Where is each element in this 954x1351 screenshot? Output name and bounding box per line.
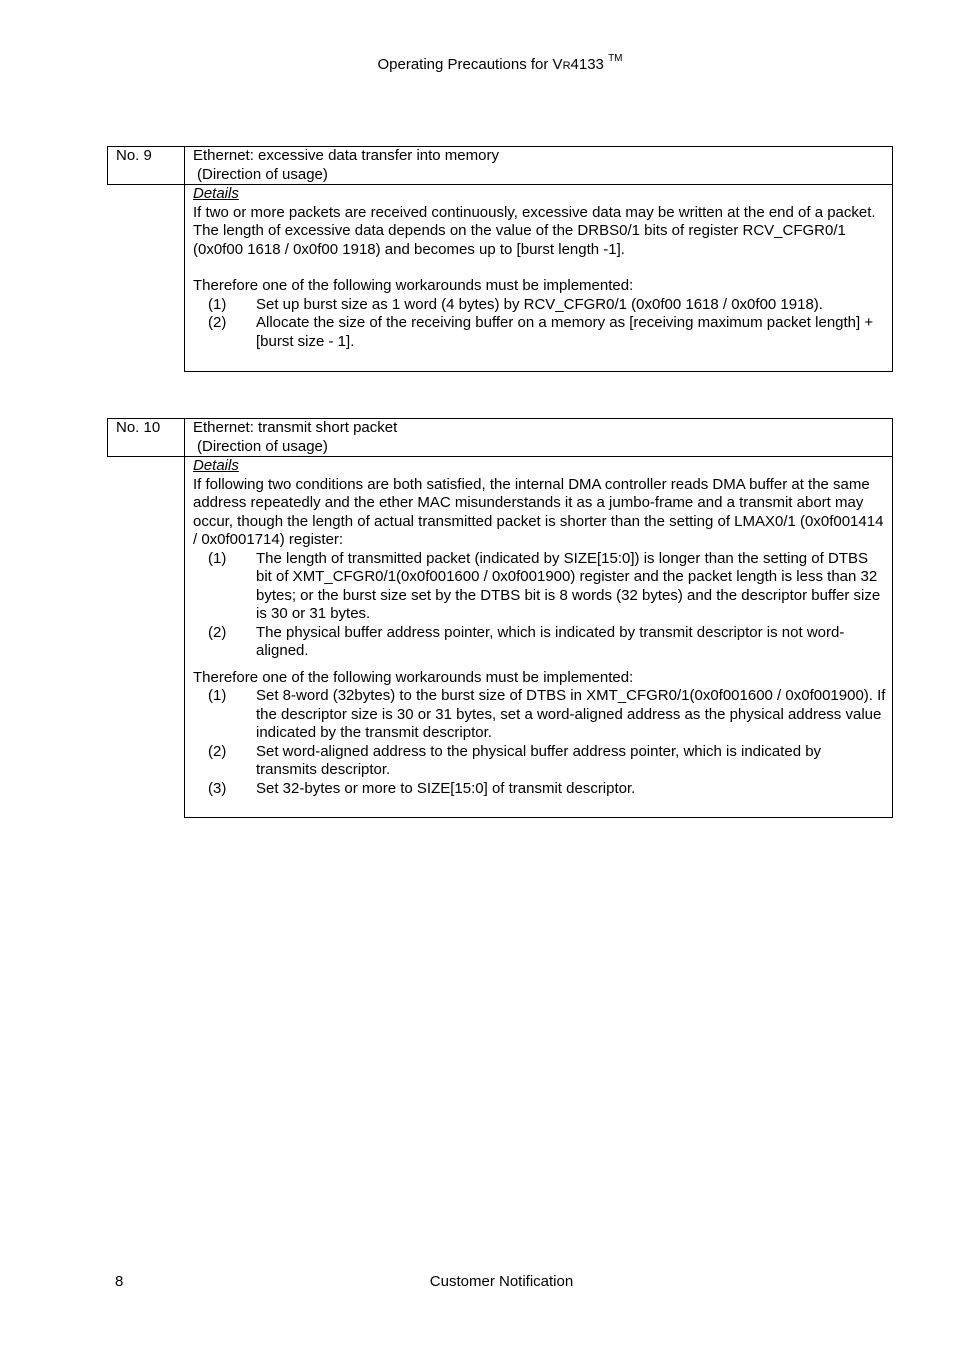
issue-title-cell [185,419,892,456]
issue-subtitle: (Direction of usage) [197,437,328,455]
workaround-item [193,780,886,799]
header-prefix: Operating Precautions for V [377,56,563,73]
header-r: R [562,60,571,72]
item-number: (2) [208,742,227,760]
condition-list [193,550,886,661]
workaround-item [193,296,886,315]
page-header [0,55,954,73]
issue-header [107,418,893,457]
item-number: (2) [208,623,227,641]
issue-body [184,185,893,372]
workaround-list [193,296,886,352]
item-text: The physical buffer address pointer, which is indicated by transmit descriptor is not word-aligned. [256,623,845,659]
issue-subtitle: (Direction of usage) [197,165,328,183]
issue-title: Ethernet: transmit short packet [193,419,398,436]
item-number: (1) [208,687,227,704]
workaround-intro: Therefore one of the following workarounds must be implemented: [193,277,634,294]
details-text: If two or more packets are received continuously, excessive data may be written at the end of a packet. The length of excessive data depends on the value of the DRBS0/1 bits of register RCV_CFGR0/1 (0x0f00 1618 / 0x0f00 1918) and becomes up to [burst length -1]. [193,203,876,258]
workaround-item [193,687,886,743]
issue-header [107,146,893,185]
details-label: Details [193,185,239,202]
details-label: Details [193,457,239,474]
workaround-item [193,314,886,351]
page-number: 8 [115,1273,124,1290]
issue-body [184,457,893,818]
item-number: (3) [208,779,227,797]
workaround-item [193,743,886,780]
item-text: Allocate the size of the receiving buffer on a memory as [receiving maximum packet length] + [burst size - 1]. [256,314,874,350]
item-number: (2) [208,314,227,331]
condition-item [193,624,886,661]
header-model: 4133 [570,56,604,73]
trademark-mark: TM [608,53,623,64]
issue-number: No. 9 [108,147,185,184]
item-number: (1) [208,295,227,313]
issue-title-cell [185,147,892,184]
item-text: Set up burst size as 1 word (4 bytes) by RCV_CFGR0/1 (0x0f00 1618 / 0x0f00 1918). [256,295,823,313]
issue-title: Ethernet: excessive data transfer into memory [193,147,499,164]
item-text: Set 8-word (32bytes) to the burst size of DTBS in XMT_CFGR0/1(0x0f001600 / 0x0f001900). If the descriptor size is 30 or 31 bytes, set a word-aligned address as the physical address value indicated by the transmit descriptor. [256,687,886,741]
issue-number: No. 10 [108,419,185,456]
item-text: Set 32-bytes or more to SIZE[15:0] of transmit descriptor. [256,779,636,797]
item-text: The length of transmitted packet (indicated by SIZE[15:0]) is longer than the setting of DTBS bit of XMT_CFGR0/1(0x0f001600 / 0x0f001900) register and the packet length is less than 32 bytes; or the burst size set by the DTBS bit is 8 words (32 bytes) and the descriptor buffer size is 30 or 31 bytes. [256,549,881,622]
item-text: Set word-aligned address to the physical buffer address pointer, which is indicated by transmits descriptor. [256,742,822,778]
item-number: (1) [208,549,227,567]
footer-title: Customer Notification [429,1273,574,1290]
condition-item [193,550,886,624]
issue-no-10 [107,418,893,818]
workaround-intro: Therefore one of the following workarounds must be implemented: [193,668,634,686]
issue-no-9 [107,146,893,372]
details-text: If following two conditions are both satisfied, the internal DMA controller reads DMA buffer at the same address repeatedly and the ether MAC misunderstands it as a jumbo-frame and a transmit abort may occur, though the length of actual transmitted packet is shorter than the setting of LMAX0/1 (0x0f001414 / 0x0f001714) register: [193,475,884,548]
workaround-list [193,687,886,798]
